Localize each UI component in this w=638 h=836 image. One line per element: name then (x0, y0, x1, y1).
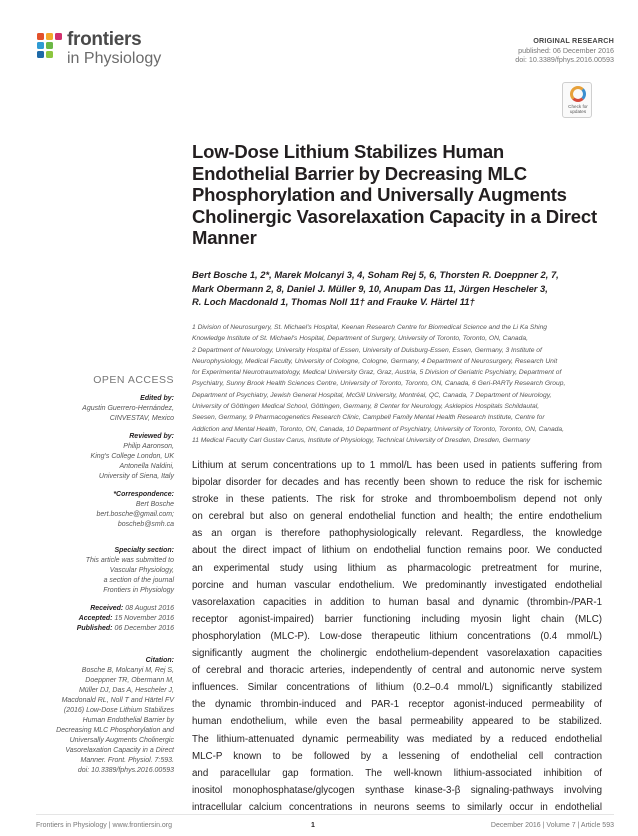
author-list (192, 268, 602, 309)
logo-subtitle: in Physiology (67, 50, 162, 67)
published-label: Published: (76, 625, 113, 632)
abstract-line: Lithium at serum concentrations up to 1 mmol/L has been used in patients suffering from (192, 460, 602, 471)
affiliation-line: Neurophysiology, Medical Faculty, University of Cologne, Cologne, Germany, 4 Department of Neurosurgery, Research Unit (192, 357, 558, 365)
article-header-info (515, 36, 614, 65)
published-date-side: 06 December 2016 (114, 625, 174, 632)
open-access-label: OPEN ACCESS (93, 374, 174, 386)
article-doi[interactable]: doi: 10.3389/fphys.2016.00593 (515, 55, 614, 65)
correspondence-section (40, 490, 174, 530)
abstract-line: significantly augment the cholinergic endothelium-dependent vasorelaxation capacities (192, 648, 602, 660)
abstract-line: MLC-P known to be followed by a lessening of endothelial cell contraction (192, 750, 602, 762)
citation-line: Macdonald RL, Noll T and Härtel FV (61, 697, 174, 704)
received-date: 08 August 2016 (125, 605, 174, 612)
affiliation-line: Seesen, Germany, 9 Pharmacogenetics Research Clinic, Campbell Family Mental Health Research Institute, Centre for (192, 414, 545, 422)
affiliation-line: 11 Medical Faculty Carl Gustav Carus, Institute of Physiology, Technical University of Dresden, Dresden, Germany (192, 436, 531, 444)
received-label: Received: (90, 605, 124, 612)
published-date: published: 06 December 2016 (518, 45, 614, 55)
abstract-line: stroke in these patients. The risk for stroke and thromboembolism depend not only (192, 494, 602, 506)
article-title: Low-Dose Lithium Stabilizes Human Endothelial Barrier by Decreasing MLC Phosphorylation and Universally Augments Cholinergic Vasorelaxation Capacity in a Direct Manner (192, 141, 597, 249)
page-number: 1 (311, 822, 315, 829)
affiliation-list (192, 322, 602, 446)
abstract-line: human endothelium, while even the basal permeability appeared to be stabilized. (192, 716, 602, 728)
citation-doi[interactable]: doi: 10.3389/fphys.2016.00593 (77, 767, 174, 774)
abstract-line: on cerebral but also on general endothelial function and health; the entire endothelium (192, 511, 602, 523)
footer-journal-link[interactable]: Frontiers in Physiology | www.frontiersin.org (36, 822, 173, 829)
citation-line: Doeppner TR, Obermann M, (85, 677, 174, 684)
abstract-line: and paracellular gap formation. The well-known lithium-associated inhibition of (192, 767, 602, 779)
specialty-line: Frontiers in Physiology (103, 587, 174, 594)
citation-line: Manner. Front. Physiol. 7:593. (80, 757, 174, 764)
reviewed-by-heading: Reviewed by: (129, 433, 174, 440)
affiliation-line: Addiction and Mental Health, Toronto, ON, Canada, 10 Department of Psychiatry, University of Toronto, Toronto, ON, Canada, (192, 425, 564, 433)
abstract-line: an experimental study using lithium as pharmacologic pretreatment for murine, (192, 562, 602, 574)
affiliation-line: University of Göttingen Medical School, Göttingen, Germany, 8 Center for Neurology, Asklepios Hospitals Schildautal, (192, 403, 540, 411)
correspondent-name: Bert Bosche (135, 501, 174, 508)
reviewer-affiliation: King's College London, UK (90, 453, 174, 460)
abstract-line: of cerebral and thoracic arteries, independently of central and autonomic nerve system (192, 665, 602, 677)
abstract-line: as an organ is therefore pathophysiologically relevant. Regardless, the knowledge (192, 528, 602, 540)
editor-affiliation: CINVESTAV, Mexico (109, 415, 174, 422)
update-icon (570, 86, 586, 102)
abstract-line: The lithium-attenuated dynamic permeability was mediated by a reduced endothelial (192, 733, 602, 745)
reviewer-affiliation: University of Siena, Italy (98, 473, 174, 480)
footer-issue-info: December 2016 | Volume 7 | Article 593 (490, 822, 614, 829)
correspondent-email[interactable]: bert.bosche@gmail.com; (96, 511, 174, 518)
affiliation-line: 2 Department of Neurology, University Hospital of Essen, University of Duisburg-Essen, Essen, Germany, 3 Institute of (192, 346, 542, 354)
abstract-line: about the direct impact of lithium on endothelial function remains poor. We conducted (192, 545, 602, 557)
abstract-line: intracellular calcium concentrations in neurons seems to similarly occur in endothelial (192, 801, 602, 813)
dates-section (40, 604, 174, 634)
citation-line: Human Endothelial Barrier by (82, 717, 174, 724)
author-line: R. Loch Macdonald 1, Thomas Noll 11† and Frauke V. Härtel 11† (192, 296, 475, 308)
citation-line: Bosche B, Molcanyi M, Rej S, (81, 667, 174, 674)
citation-section (40, 656, 174, 776)
reviewer-name: Philip Aaronson, (123, 443, 174, 450)
abstract-line: phosphorylation (MLC-P). Low-dose therapeutic lithium concentrations (0.4 mmol/L) (192, 630, 602, 642)
abstract-line: porcine and human vascular endothelium. We predominantly investigated endothelial (192, 579, 602, 591)
article-type: ORIGINAL RESEARCH (533, 36, 614, 45)
footer-divider (36, 814, 614, 815)
abstract-line: the dynamic thrombin-induced and PAR-1 receptor agonist-induced permeability of (192, 699, 602, 711)
journal-logo[interactable] (35, 29, 185, 74)
citation-line: Vasorelaxation Capacity in a Direct (65, 747, 174, 754)
accepted-date: 15 November 2016 (114, 615, 174, 622)
affiliation-line: Department of Psychiatry, Jewish General Hospital, McGill University, Montréal, QC, Canada, 7 Department of Neurology, (192, 391, 552, 399)
specialty-line: Vascular Physiology, (109, 567, 174, 574)
abstract-line: inositol monophosphatase/glycogen synthase kinase-3-β signaling-pathways involving (192, 784, 602, 796)
citation-line: Müller DJ, Das A, Hescheler J, (78, 687, 174, 694)
edited-by-heading: Edited by: (140, 395, 174, 402)
abstract-line: influences. Similar concentrations of lithium (0.2–0.4 mmol/L) significantly stabilized (192, 682, 602, 694)
correspondent-email[interactable]: boscheb@smh.ca (117, 521, 174, 528)
reviewer-name: Antonella Naldini, (119, 463, 174, 470)
edited-by-section (40, 394, 174, 424)
specialty-line: This article was submitted to (85, 557, 174, 564)
check-for-updates-label: Check for updates (568, 104, 588, 114)
affiliation-line: for Experimental Neurotraumatology, Medical University Graz, Graz, Austria, 5 Division of Geriatric Psychiatry, Department of (192, 369, 562, 377)
correspondence-heading: *Correspondence: (113, 491, 174, 498)
affiliation-line: Knowledge Institute of St. Michael's Hospital, Department of Surgery, University of Toronto, Toronto, ON, Canada, (192, 335, 528, 343)
affiliation-line: 1 Division of Neurosurgery, St. Michael's Hospital, Keenan Research Centre for Biomedical Science and the Li Ka Shing (192, 324, 548, 331)
abstract-line: vasorelaxation capacities in addition to human basal and dynamic (thrombin-/PAR-1 (192, 596, 602, 608)
editor-name: Agustin Guerrero-Hernández, (82, 405, 174, 412)
abstract-line: bipolar disorder for decades and has recently been shown to reduce the risk for ischemic (192, 477, 602, 489)
logo-word: frontiers (67, 29, 142, 50)
citation-line: Decreasing MLC Phosphorylation and (56, 727, 174, 734)
check-for-updates-badge[interactable] (562, 82, 592, 118)
citation-line: Universally Augments Cholinergic (69, 737, 174, 744)
accepted-label: Accepted: (78, 615, 113, 622)
author-line: Bert Bosche 1, 2*, Marek Molcanyi 3, 4, Soham Rej 5, 6, Thorsten R. Doeppner 2, 7, (192, 269, 559, 280)
author-line: Mark Obermann 2, 8, Daniel J. Müller 9, 10, Anupam Das 11, Jürgen Hescheler 3, (192, 282, 548, 294)
abstract-line: receptor agonist-impaired) barrier functioning including myosin light chain (MLC) (192, 613, 602, 625)
affiliation-line: Psychiatry, Sunny Brook Health Sciences Centre, University of Toronto, Toronto, ON, Canada, 6 Geri-PARTy Research Group, (192, 380, 566, 388)
specialty-line: a section of the journal (103, 577, 174, 584)
reviewed-by-section (40, 432, 174, 482)
frontiers-logo-icon (35, 31, 65, 61)
citation-line: (2016) Low-Dose Lithium Stabilizes (63, 707, 174, 714)
abstract (192, 457, 602, 816)
citation-heading: Citation: (145, 657, 174, 664)
specialty-heading: Specialty section: (114, 547, 174, 554)
specialty-section (40, 546, 174, 596)
